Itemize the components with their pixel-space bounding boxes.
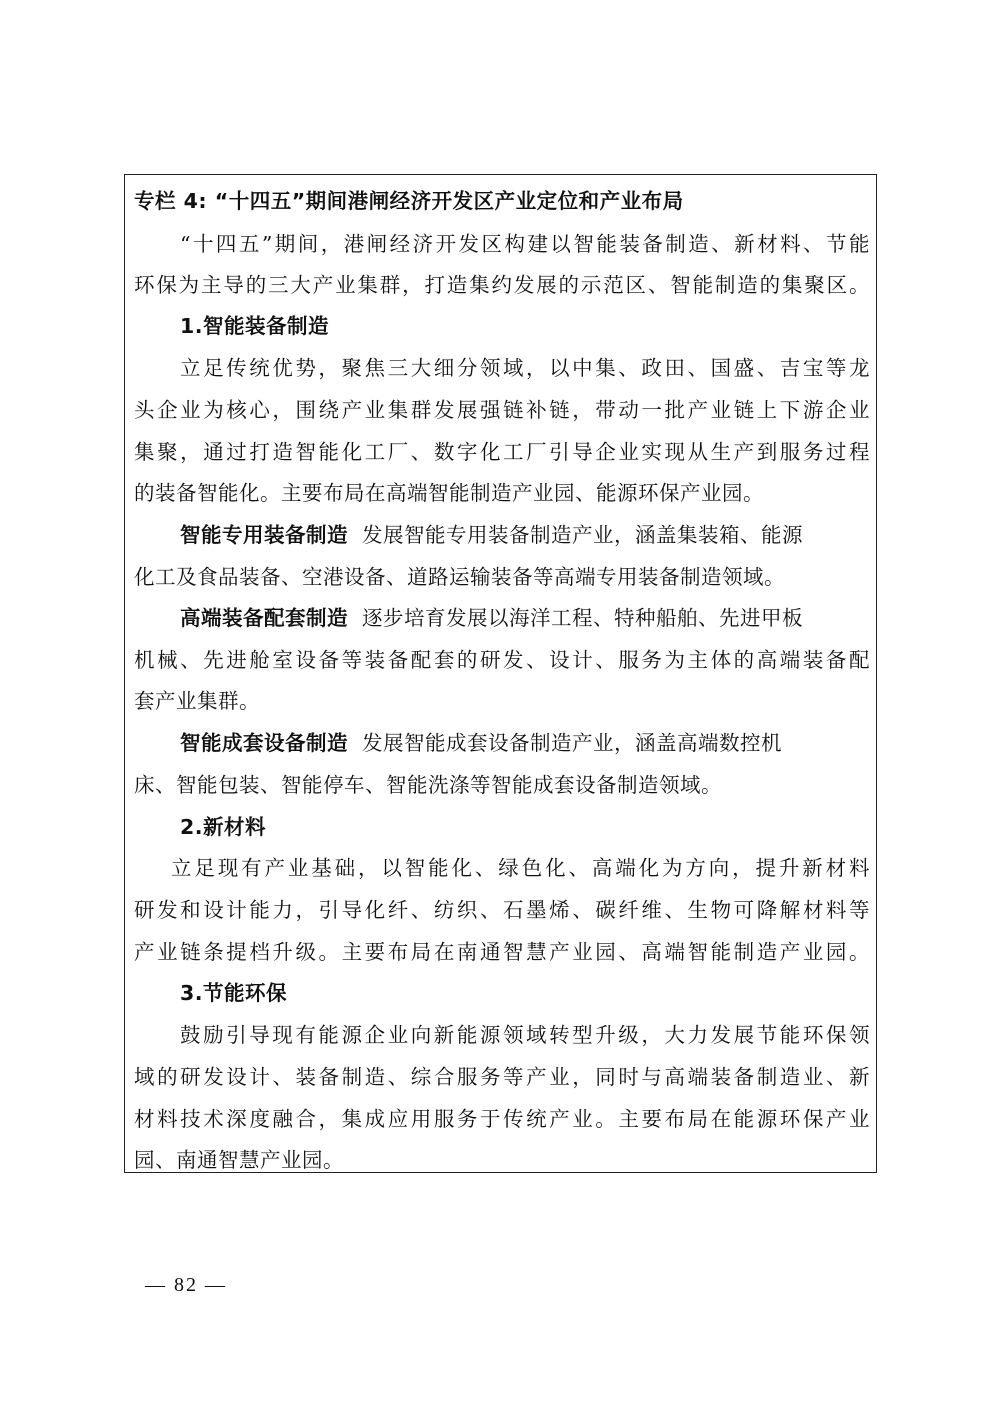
body-line: 化工及食品装备、空港设备、道路运输装备等高端专用装备制造领域。 (134, 565, 785, 589)
body-line: 机械、先进舱室设备等装备配套的研发、设计、服务为主体的高端装备配 (134, 648, 870, 672)
page-number: — 82 — (145, 1274, 227, 1296)
section-heading-new-materials: 2.新材料 (180, 815, 267, 839)
subsection-text: 逐步培育发展以海洋工程、特种船舶、先进甲板 (362, 606, 804, 630)
body-line: 立足现有产业基础，以智能化、绿色化、高端化为方向，提升新材料 (171, 856, 870, 880)
body-line: 集聚，通过打造智能化工厂、数字化工厂引导企业实现从生产到服务过程 (134, 440, 870, 464)
body-line: 园、南通智慧产业园。 (134, 1148, 344, 1172)
body-line: 域的研发设计、装备制造、综合服务等产业，同时与高端装备制造业、新 (134, 1065, 870, 1089)
intro-line: “十四五”期间，港闸经济开发区构建以智能装备制造、新材料、节能 (180, 232, 870, 256)
section-heading-smart-equipment: 1.智能装备制造 (180, 314, 330, 338)
body-line: 产业链条提档升级。主要布局在南通智慧产业园、高端智能制造产业园。 (134, 940, 870, 964)
section-heading-energy-saving: 3.节能环保 (180, 981, 288, 1005)
subsection-high-end-supporting-equipment (180, 606, 870, 630)
body-line: 鼓励引导现有能源企业向新能源领域转型升级，大力发展节能环保领 (180, 1023, 870, 1047)
subsection-text: 发展智能成套设备制造产业，涵盖高端数控机 (362, 731, 783, 755)
subsection-term: 高端装备配套制造 (180, 606, 348, 630)
subsection-term: 智能专用装备制造 (180, 523, 348, 547)
subsection-term: 智能成套设备制造 (180, 731, 348, 755)
body-line: 立足传统优势，聚焦三大细分领域，以中集、政田、国盛、吉宝等龙 (180, 356, 870, 380)
body-line: 材料技术深度融合，集成应用服务于传统产业。主要布局在能源环保产业 (134, 1107, 870, 1131)
body-line: 床、智能包装、智能停车、智能洗涤等智能成套设备制造领域。 (134, 773, 722, 797)
column-title: 专栏 4: “十四五”期间港闸经济开发区产业定位和产业布局 (134, 189, 684, 213)
intro-line: 环保为主导的三大产业集群，打造集约发展的示范区、智能制造的集聚区。 (134, 273, 870, 297)
subsection-intelligent-special-equipment (180, 523, 870, 547)
body-line: 套产业集群。 (134, 689, 260, 713)
subsection-intelligent-complete-equipment (180, 731, 870, 755)
body-line: 头企业为核心，围绕产业集群发展强链补链，带动一批产业链上下游企业 (134, 398, 870, 422)
body-line: 研发和设计能力，引导化纤、纺织、石墨烯、碳纤维、生物可降解材料等 (134, 898, 870, 922)
subsection-text: 发展智能专用装备制造产业，涵盖集装箱、能源 (362, 523, 804, 547)
body-line: 的装备智能化。主要布局在高端智能制造产业园、能源环保产业园。 (134, 481, 764, 505)
